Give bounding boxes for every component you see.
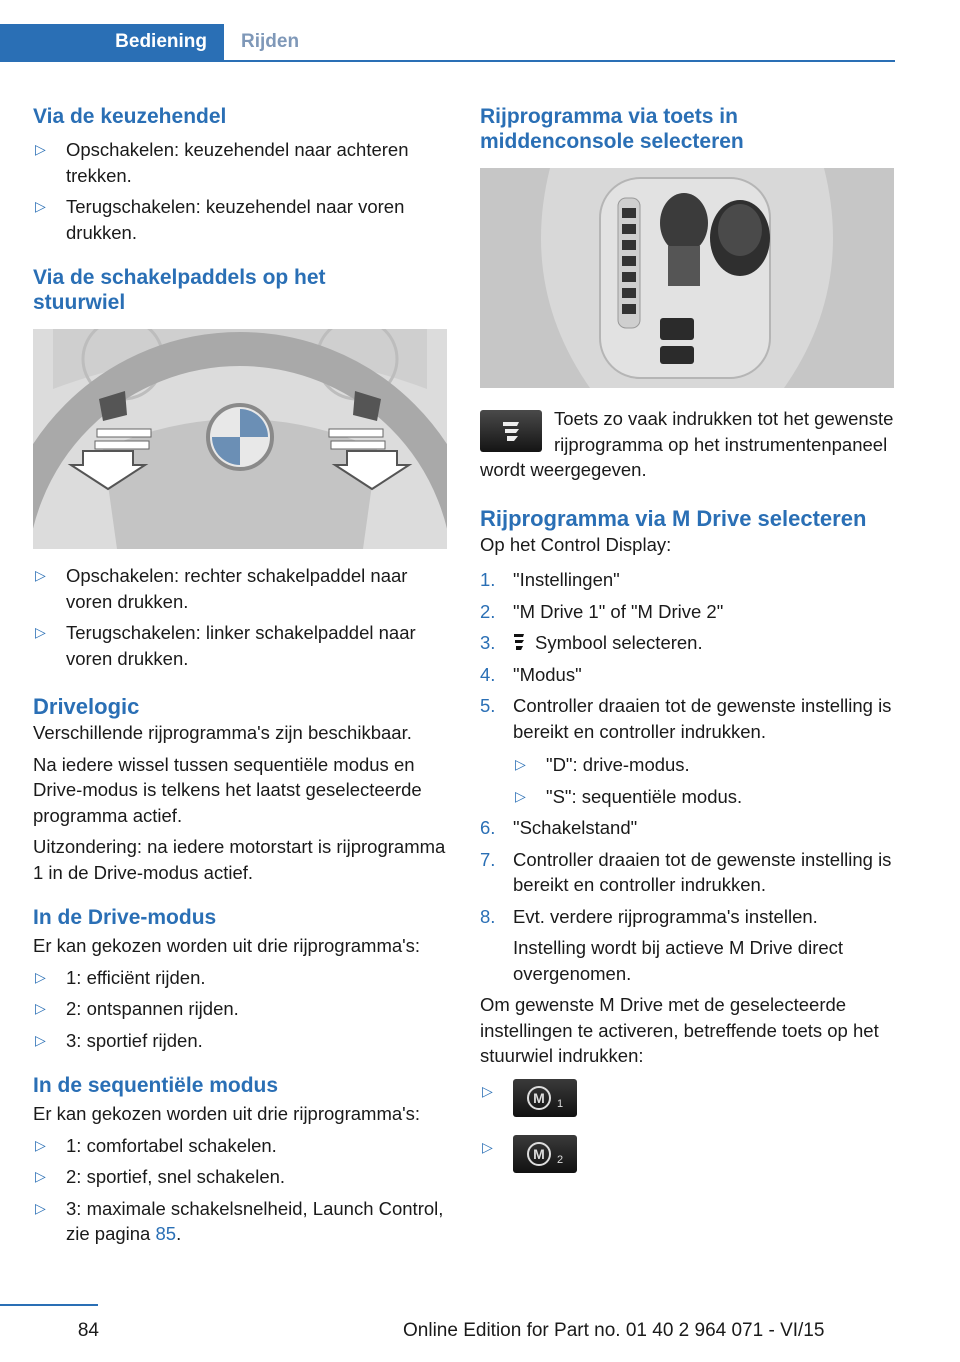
center-console-illustration	[480, 168, 894, 388]
footer-rule	[0, 1304, 98, 1306]
triangle-bullet-icon: ▷	[35, 567, 46, 583]
activate-text: Om gewenste M Drive met de geselecteerde instellingen te activeren, betreffende toets op het stuurwiel indrukken:	[480, 994, 879, 1066]
m-drive-icon	[523, 1085, 567, 1111]
heading-drivelogic: Drivelogic	[33, 694, 140, 719]
drivelogic-paragraph-1: Verschillende rijprogramma's zijn beschikbaar.	[33, 722, 412, 743]
list-item: ▷ 1: efficiënt rijden.	[33, 965, 453, 991]
mdrive-steps	[480, 567, 900, 986]
seq-modus-list	[33, 1133, 453, 1247]
list-item: 7. Controller draaien tot de gewenste instelling is bereikt en controller indrukken.	[480, 848, 892, 895]
list-item	[480, 1079, 900, 1127]
drive-mode-icon	[501, 420, 521, 442]
seq-modus-intro: Er kan gekozen worden uit drie rijprogramma's:	[33, 1103, 421, 1124]
triangle-bullet-icon: ▷	[35, 1136, 46, 1153]
list-item: ▷ "S": sequentiële modus.	[513, 784, 900, 810]
list-item: 2. "M Drive 1" of "M Drive 2"	[480, 600, 724, 622]
list-item: 3. Symbool selecteren.	[480, 632, 703, 653]
triangle-bullet-icon: ▷	[482, 1082, 493, 1099]
list-item: ▷ Terugschakelen: linker schakelpaddel naar voren drukken.	[35, 622, 416, 669]
heading-keuzehendel: Via de keuzehendel	[33, 105, 227, 128]
triangle-bullet-icon: ▷	[35, 198, 46, 214]
list-item: ▷ "D": drive-modus.	[513, 752, 900, 778]
steering-wheel-illustration	[33, 329, 447, 549]
list-item: 8. Evt. verdere rijprogramma's instellen. Instelling wordt bij actieve M Drive direct overgenomen.	[480, 904, 900, 987]
triangle-bullet-icon: ▷	[35, 624, 46, 640]
svg-text:M: M	[533, 1089, 545, 1106]
drive-modus-intro: Er kan gekozen worden uit drie rijprogramma's:	[33, 935, 421, 956]
triangle-bullet-icon: ▷	[515, 787, 526, 804]
step8-note: Instelling wordt bij actieve M Drive direct overgenomen.	[513, 937, 844, 984]
m1-button	[513, 1079, 577, 1117]
chapter-tab-bar	[0, 0, 895, 62]
list-item: 4. "Modus"	[480, 663, 582, 685]
page-number: 84	[77, 1320, 99, 1341]
list-item: 1. "Instellingen"	[480, 569, 620, 590]
keuzehendel-list	[33, 137, 453, 245]
triangle-bullet-icon: ▷	[35, 1168, 46, 1184]
triangle-bullet-icon: ▷	[35, 1031, 46, 1048]
list-item: ▷ 3: maximale schakelsnelheid, Launch Control, zie pagina 85.	[35, 1197, 444, 1244]
heading-mdrive: Rijprogramma via M Drive selecteren	[480, 505, 867, 531]
steering-wheel-figure	[33, 329, 447, 549]
toets-block	[480, 406, 900, 483]
list-item: ▷ Opschakelen: keuzehendel naar achteren trekken.	[35, 139, 409, 186]
m2-button	[513, 1135, 577, 1173]
list-item: ▷ 3: sportief rijden.	[33, 1028, 453, 1054]
triangle-bullet-icon: ▷	[482, 1138, 493, 1155]
left-column	[33, 96, 453, 1247]
triangle-bullet-icon: ▷	[35, 1000, 46, 1016]
list-item	[480, 1135, 900, 1183]
drivelogic-paragraph-2: Na iedere wissel tussen sequentiële modus en Drive-modus is telkens het laatst geselecteerde programma actief.	[33, 753, 422, 826]
heading-paddels: Via de schakelpaddels op het stuurwiel	[33, 266, 326, 314]
right-column	[480, 96, 900, 1183]
triangle-bullet-icon: ▷	[35, 141, 46, 157]
m-drive-icon	[523, 1141, 567, 1167]
list-item: ▷ Opschakelen: rechter schakelpaddel naar voren drukken.	[35, 565, 408, 612]
drive-mode-symbol-icon	[513, 632, 525, 650]
triangle-bullet-icon: ▷	[35, 968, 46, 985]
list-item: ▷ 1: comfortabel schakelen.	[33, 1133, 453, 1159]
tab-bediening[interactable]: Bediening	[0, 24, 224, 60]
list-item: ▷ 2: sportief, snel schakelen.	[33, 1164, 453, 1190]
list-item: ▷ 2: ontspannen rijden.	[33, 996, 453, 1022]
svg-text:2: 2	[557, 1153, 564, 1166]
page-link-85[interactable]: 85	[155, 1223, 177, 1244]
mdrive-intro: Op het Control Display:	[480, 533, 672, 555]
svg-text:M: M	[533, 1145, 545, 1162]
header-rule	[0, 60, 895, 62]
heading-drive-modus: In de Drive-modus	[33, 906, 217, 929]
m-buttons-list	[480, 1079, 900, 1183]
triangle-bullet-icon: ▷	[35, 1199, 46, 1216]
list-item: 6. "Schakelstand"	[480, 817, 638, 838]
paddels-list	[33, 563, 453, 671]
drive-mode-button	[480, 410, 542, 452]
list-item: ▷ Terugschakelen: keuzehendel naar voren drukken.	[35, 196, 405, 243]
drive-modus-list	[33, 965, 453, 1054]
triangle-bullet-icon: ▷	[515, 756, 526, 772]
tab-rijden[interactable]: Rijden	[241, 31, 300, 52]
drivelogic-paragraph-3: Uitzondering: na iedere motorstart is rijprogramma 1 in de Drive-modus actief.	[33, 836, 446, 883]
svg-text:1: 1	[557, 1097, 564, 1110]
center-console-figure	[480, 168, 894, 388]
heading-seq-modus: In de sequentiële modus	[33, 1074, 279, 1097]
modus-sublist	[513, 752, 900, 809]
edition-text: Online Edition for Part no. 01 40 2 964 071 - VI/15	[403, 1320, 825, 1341]
toets-text: Toets zo vaak indrukken tot het gewenste rijprogramma op het instrumentenpaneel wordt weergegeven.	[480, 408, 894, 480]
heading-toets: Rijprogramma via toets in middenconsole selecteren	[480, 105, 744, 153]
list-item: 5. Controller draaien tot de gewenste instelling is bereikt en controller indrukken. ▷ "D": drive-modus. ▷ "S": sequentiële modus.	[480, 693, 900, 809]
